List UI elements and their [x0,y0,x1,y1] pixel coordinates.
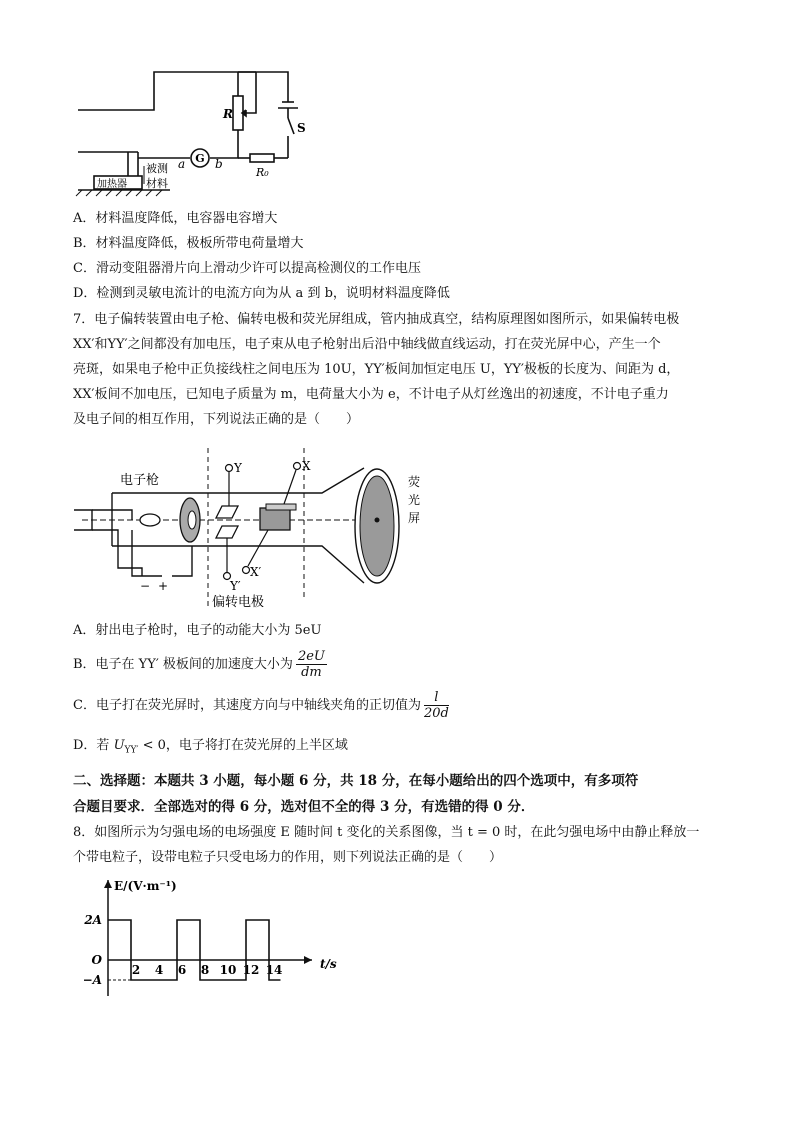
y-axis-arrow-icon [104,880,112,888]
x-tick-label: 6 [177,963,187,977]
label-heater: 加热器 [97,179,127,190]
label-X-prime: X′ [250,565,262,579]
x-tick-label: 2 [131,963,141,977]
q7-option-d-subscript: YY′ [124,745,139,756]
chart-x-axis-label: t/s [320,957,337,971]
label-plus: + [158,579,169,593]
x-tick-label: 4 [154,963,164,977]
q7-option-c [73,686,449,726]
x-tick-label: 10 [219,963,237,977]
q6-option-c: C．滑动变阻器滑片向上滑动少许可以提高检测仪的工作电压 [73,261,421,276]
circuit-figure [70,66,310,198]
q7-stem-line-3: 亮斑，如果电子枪中正负接线柱之间电压为 10U，YY′板间加恒定电压 U，YY′极板的长度为、间距为 d， [73,362,680,377]
y-tick-label: −A [82,973,102,987]
q7-stem-line-2: XX′和YY′之间都没有加电压，电子束从电子枪射出后沿中轴线做直线运动，打在荧光屏中心，产生一个 [73,337,661,352]
fraction-denominator: dm [301,665,322,680]
label-R0: R₀ [256,166,269,179]
q7-option-d [73,737,348,760]
label-screen-3: 屏 [408,511,421,525]
label-screen-2: 光 [408,493,421,507]
q7-option-d-prefix: D．若 [73,738,114,753]
q6-option-b: B．材料温度降低，极板所带电荷量增大 [73,236,304,251]
label-screen-1: 荧 [408,475,421,489]
label-Y: Y [234,461,242,475]
q7-option-d-variable: U [113,738,125,753]
q7-option-c-fraction [424,690,449,721]
q6-option-d: D．检测到灵敏电流计的电流方向为从 a 到 b，说明材料温度降低 [73,286,450,301]
x-tick-label: 8 [200,963,210,977]
fraction-denominator: 20d [423,706,449,721]
q7-option-c-text: C．电子打在荧光屏时，其速度方向与中轴线夹角的正切值为 [73,698,421,713]
q7-option-b-fraction [296,649,327,680]
chart-axes [83,880,312,996]
label-a: a [178,157,186,171]
label-G: G [195,152,205,165]
q7-option-d-suffix: < 0，电子将打在荧光屏的上半区域 [138,738,348,753]
q8-stem-line-2: 个带电粒子，设带电粒子只受电场力的作用，则下列说法正确的是（ ） [73,850,503,865]
section-2-line-2: 合题目要求．全部选对的得 6 分，选对但不全的得 3 分，有选错的得 0 分． [73,799,535,815]
q7-option-a: A．射出电子枪时，电子的动能大小为 5eU [73,623,322,638]
label-R: R [223,107,233,121]
y-tick-label: O [91,953,102,967]
q7-stem-line-4: XX′板间不加电压，已知电子质量为 m，电荷量大小为 e，不计电子从灯丝逸出的初速度，不计电子重力 [73,387,669,402]
chart-y-axis-label: E/(V·m⁻¹) [114,879,177,893]
x-tick-label: 14 [265,963,283,977]
section-2-line-1: 二、选择题：本题共 3 小题，每小题 6 分，共 18 分，在每小题给出的四个选项中，有多项符 [73,773,639,789]
e-t-chart [72,872,352,1004]
label-minus: − [140,579,151,593]
x-tick-label: 12 [242,963,260,977]
label-material-2: 材料 [146,177,168,190]
label-X: X [302,459,311,473]
q7-stem-line-5: 及电子间的相互作用，下列说法正确的是（ ） [73,412,360,427]
label-S: S [297,121,306,135]
q7-stem-line-1: 7．电子偏转装置由电子枪、偏转电极和荧光屏组成，管内抽成真空，结构原理图如图所示，如果偏转电极 [73,312,680,327]
q8-stem-line-1: 8．如图所示为匀强电场的电场强度 E 随时间 t 变化的关系图像，当 t = 0 时，在此匀强电场中由静止释放一 [73,825,700,840]
label-Y-prime: Y′ [230,579,241,593]
x-axis-arrow-icon [304,956,312,964]
q7-option-b [73,645,327,685]
y-tick-label: 2A [84,913,102,927]
fraction-numerator: l [424,690,449,706]
label-material-1: 被测 [146,162,168,175]
label-deflection-electrode: 偏转电极 [212,595,265,610]
electron-deflection-figure [72,448,442,610]
q6-option-a: A．材料温度降低，电容器电容增大 [73,211,278,226]
label-electron-gun: 电子枪 [120,473,160,488]
fraction-numerator: 2eU [297,649,325,664]
q7-option-b-text: B．电子在 YY′ 极板间的加速度大小为 [73,657,293,672]
label-b: b [215,157,223,171]
